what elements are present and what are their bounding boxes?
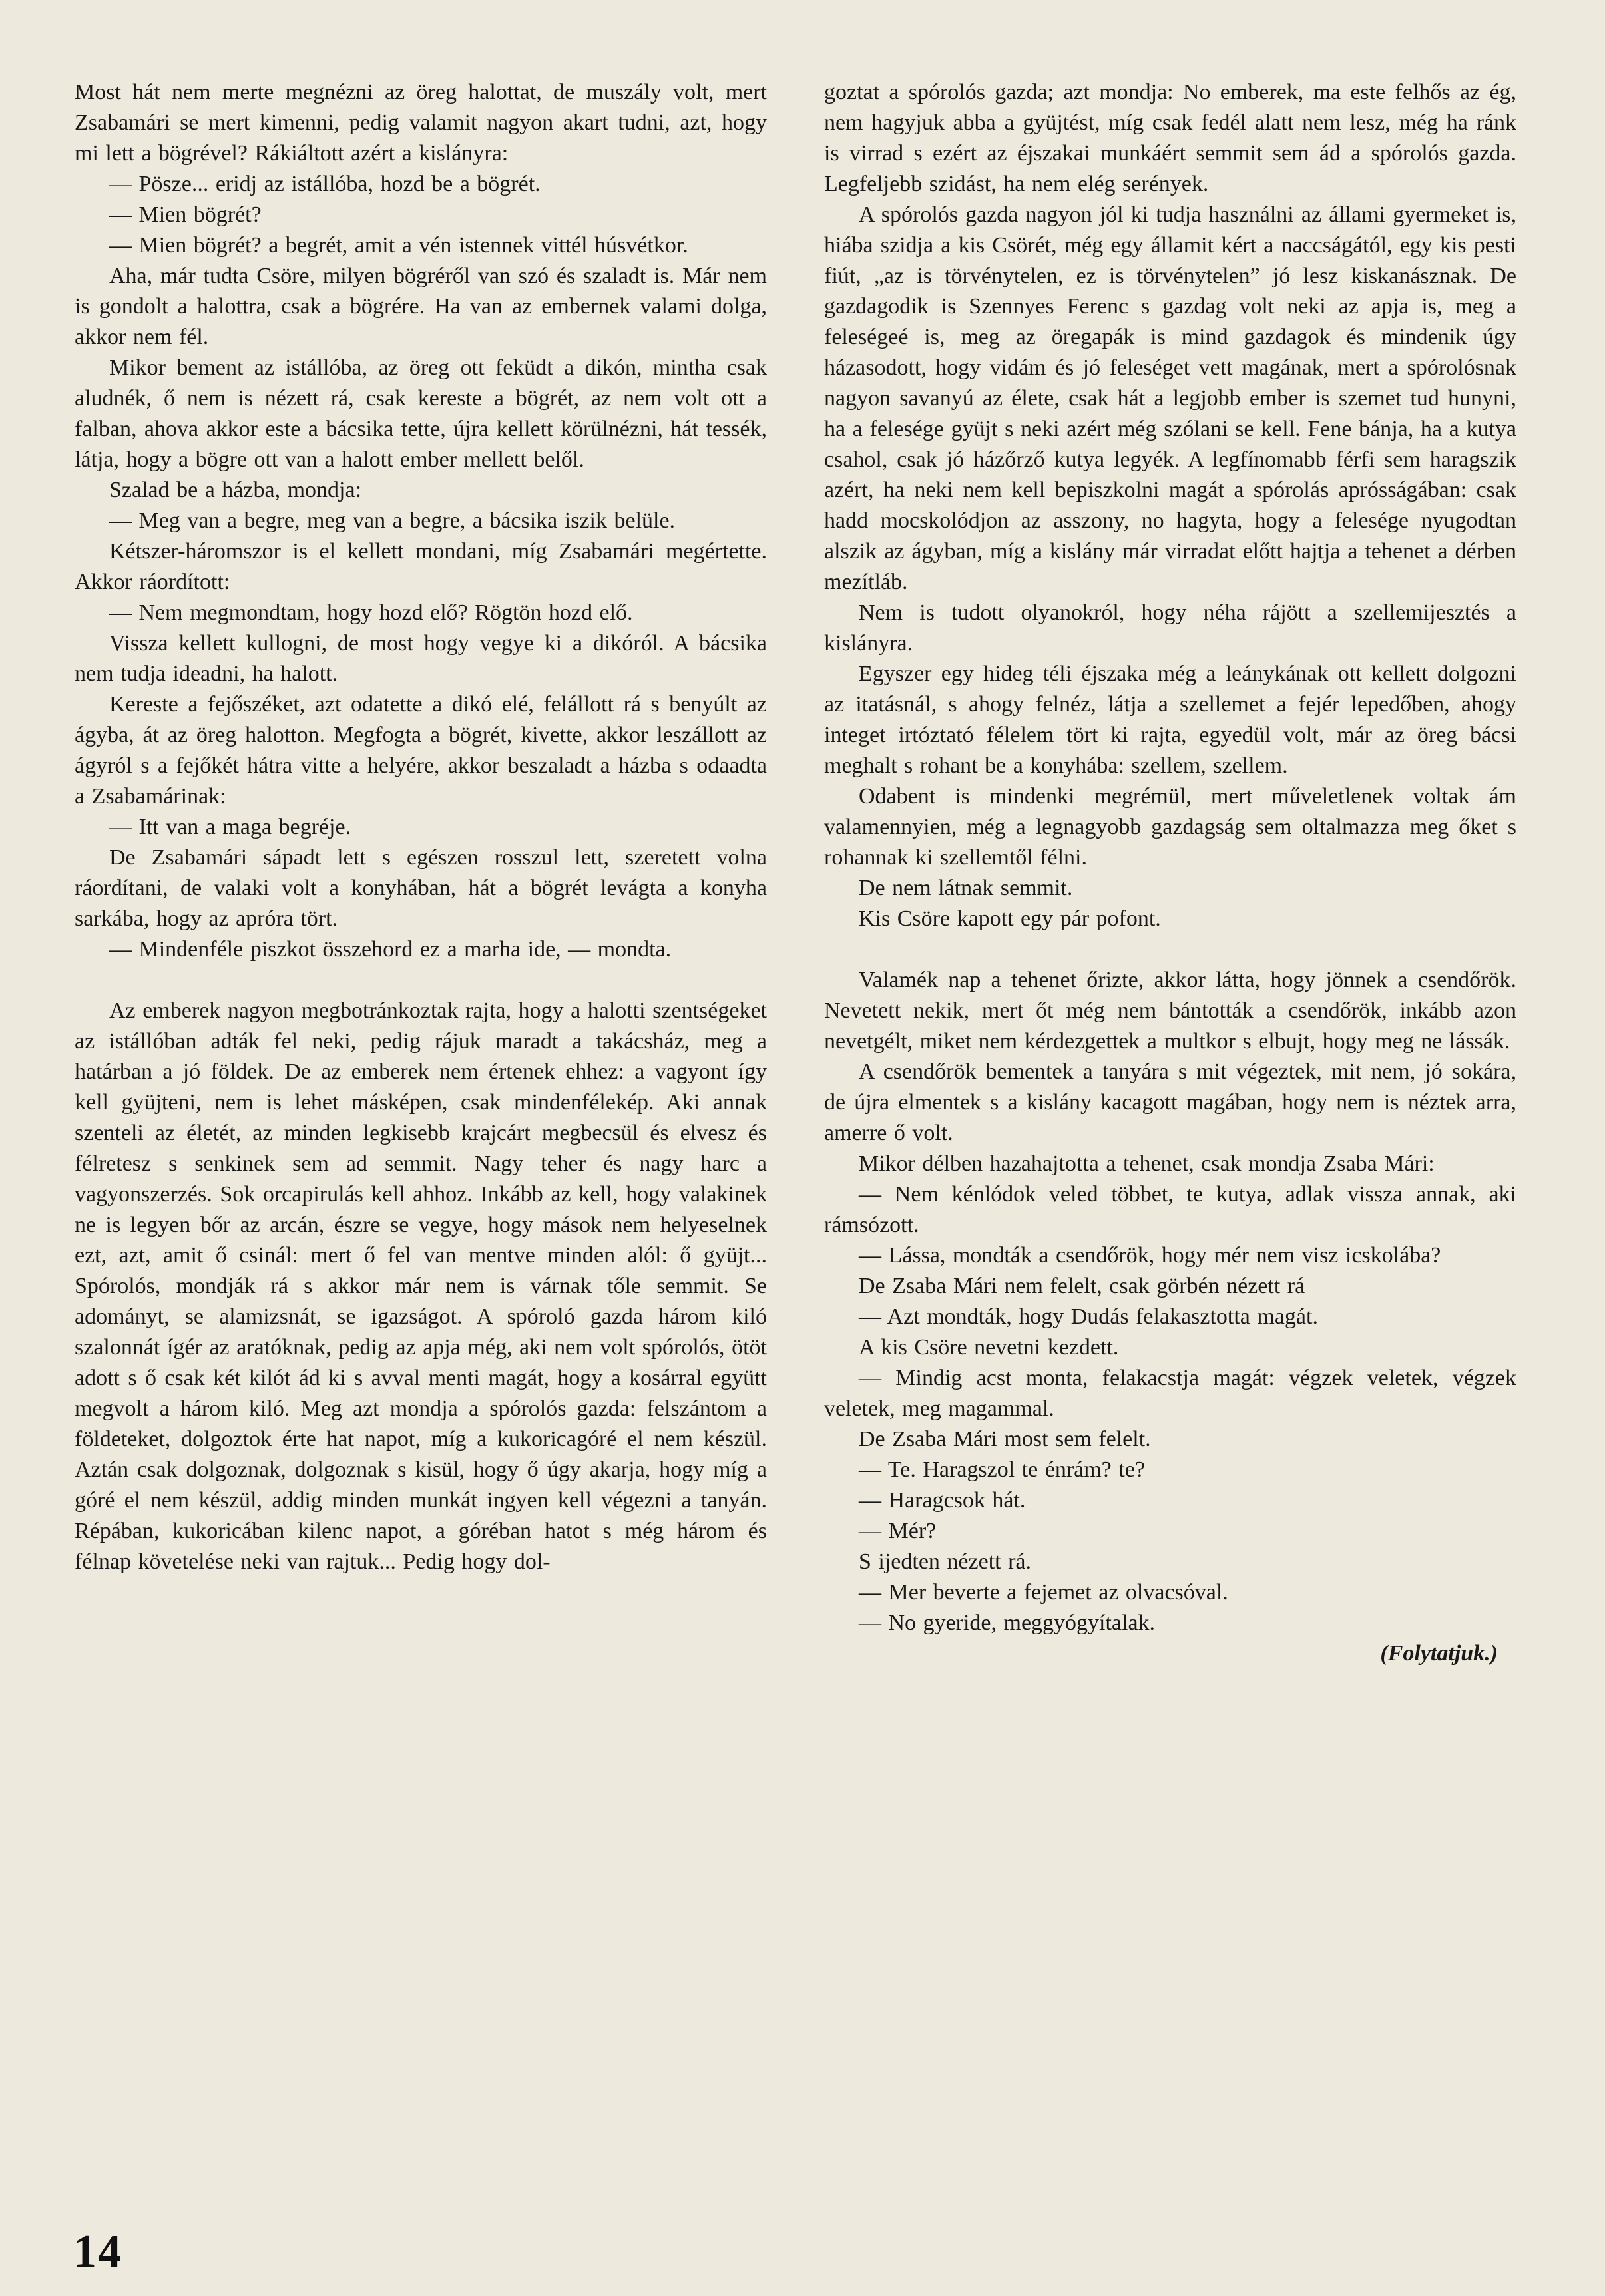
paragraph: A kis Csöre nevetni kezdett. <box>859 1335 1119 1360</box>
page-number: 14 <box>73 2226 122 2277</box>
paragraph: Egyszer egy hideg téli éjszaka még a leánykának ott kellett dolgozni az itatásnál, s ahogy felnéz, látja a szellemet a fejér lepedőben, ahogy integet irtóztató félelem tört ki rajta, egyedül volt, már az öreg bácsi meghalt s rohant be a konyhába: szellem, szellem. <box>824 662 1516 778</box>
dialog-line: — Meg van a begre, meg van a begre, a bácsika iszik belüle. <box>109 508 676 533</box>
paragraph: Kereste a fejőszéket, azt odatette a dikó elé, felállott rá s benyúlt az ágyba, át az öreg halotton. Megfogta a bögrét, kivette, akkor leszállott az ágyról s a fejőkét hátra vitte a helyére, akkor beszaladt a házba s odaadta a Zsabamárinak: <box>75 692 767 809</box>
paragraph: Odabent is mindenki megrémül, mert műveletlenek voltak ám valamennyien, még a legnagyobb gazdagság sem oltalmazza meg őket s rohannak ki szellemtől félni. <box>824 784 1516 870</box>
right-column <box>824 77 1516 1669</box>
paragraph: Valamék nap a tehenet őrizte, akkor látta, hogy jönnek a csendőrök. Nevetett nekik, mert őt még nem bántották a csendőrök, inkább azon nevetgélt, miket nem kérdezgettek a multkor s elbujt, hogy meg ne lássák. <box>824 968 1516 1053</box>
paragraph: Nem is tudott olyanokról, hogy néha rájött a szellemijesztés a kislányra. <box>824 600 1516 656</box>
dialog-line: — No gyeride, meggyógyítalak. <box>859 1611 1156 1635</box>
dialog-line: — Azt mondták, hogy Dudás felakasztotta magát. <box>859 1304 1318 1329</box>
paragraph: Kétszer-háromszor is el kellett mondani, míg Zsabamári megértette. Akkor ráordított: <box>75 539 767 594</box>
dialog-line: — Lássa, mondták a csendőrök, hogy mér nem visz icskolába? <box>859 1243 1441 1268</box>
dialog-line: — Mien bögrét? a begrét, amit a vén istennek vittél húsvétkor. <box>109 233 688 258</box>
paragraph: De Zsaba Mári nem felelt, csak görbén nézett rá <box>859 1274 1305 1298</box>
paragraph: A csendőrök bementek a tanyára s mit végeztek, mit nem, jó sokára, de újra elmentek s a kislány kacagott magában, hogy nem is néztek arra, amerre ő volt. <box>824 1059 1516 1145</box>
dialog-line: — Haragcsok hát. <box>859 1488 1026 1513</box>
dialog-line: — Mindig acst monta, felakacstja magát: végzek veletek, végzek veletek, meg magammal. <box>824 1366 1516 1421</box>
continuation-note: (Folytatjuk.) <box>1380 1641 1498 1666</box>
paragraph: A spórolós gazda nagyon jól ki tudja használni az állami gyermeket is, hiába szidja a kis Csörét, még egy államit kért a naccságától, egy kis pesti fiút, „az is törvénytelen, ez is törvénytelen” jó lesz kiskanásznak. De gazdagodik is Szennyes Ferenc s gazdag volt neki az apja is, meg a feleségeé is, meg az öregapák is mind gazdagok és mindenik úgy házasodott, hogy vidám és jó feleséget vett magának, mert a spórolósnak nagyon savanyú az élete, csak hát a legjobb ember is szemet tud hunyni, ha a felesége gyüjt s neki azért még szólani se kell. Fene bánja, ha a kutya csahol, csak jó házőrző kutya legyék. A legfínomabb férfi sem haragszik azért, ha neki nem kell bepiszkolni magát a spórolás aprósságában: csak hadd mocskolódjon az asszony, no hagyta, hogy a felesége nyugodtan alszik az ágyban, míg a kislány már virradat előtt hajtja a tehenet a dérben mezítláb. <box>824 202 1516 594</box>
paragraph: goztat a spórolós gazda; azt mondja: No emberek, ma este felhős az ég, nem hagyjuk abba a gyüjtést, míg csak fedél alatt nem lesz, még ha ránk is virrad s ezért az éjszakai munkáért semmit sem ád a spórolós gazda. Legfeljebb szidást, ha nem elég serények. <box>824 80 1516 196</box>
dialog-line: — Mér? <box>859 1519 937 1543</box>
paragraph: Vissza kellett kullogni, de most hogy vegye ki a dikóról. A bácsika nem tudja ideadni, ha halott. <box>75 631 767 686</box>
dialog-line: — Mindenféle piszkot összehord ez a marha ide, — mondta. <box>109 937 672 962</box>
left-column <box>75 77 767 1669</box>
paragraph: De nem látnak semmit. <box>859 876 1073 900</box>
paragraph: Szalad be a házba, mondja: <box>109 478 362 502</box>
paragraph: S ijedten nézett rá. <box>859 1549 1032 1574</box>
paragraph: Mikor bement az istállóba, az öreg ott feküdt a dikón, mintha csak aludnék, ő nem is nézett rá, csak kereste a bögrét, az nem volt ott a falban, ahova akkor este a bácsika tette, újra kellett körülnézni, hát tessék, látja, hogy a bögre ott van a halott ember mellett belől. <box>75 355 767 472</box>
paragraph: Aha, már tudta Csöre, milyen bögréről van szó és szaladt is. Már nem is gondolt a halottra, csak a bögrére. Ha van az embernek valami dolga, akkor nem fél. <box>75 264 767 349</box>
paragraph: Most hát nem merte megnézni az öreg halottat, de muszály volt, mert Zsabamári se mert kimenni, pedig valamit nagyon akart tudni, azt, hogy mi lett a bögrével? Rákiáltott azért a kislányra: <box>75 80 767 166</box>
text-columns <box>75 77 1526 1669</box>
paragraph: De Zsaba Mári most sem felelt. <box>859 1427 1151 1451</box>
dialog-line: — Nem kénlódok veled többet, te kutya, adlak vissza annak, aki rámsózott. <box>824 1182 1516 1237</box>
dialog-line: — Te. Haragszol te énrám? te? <box>859 1457 1145 1482</box>
paragraph: Kis Csöre kapott egy pár pofont. <box>859 906 1161 931</box>
paragraph: Az emberek nagyon megbotránkoztak rajta, hogy a halotti szentségeket az istállóban adták fel neki, pedig rájuk maradt a takácsház, meg a határban a jó földek. De az emberek nem értenek ehhez: a vagyont így kell gyüjteni, nem is lehet másképen, csak mindenfélekép. Aki annak szenteli az életét, az minden legkisebb krajcárt megbecsül és elvesz és félretesz s senkinek sem ad semmit. Nagy teher és nagy harc a vagyonszerzés. Sok orcapirulás kell ahhoz. Inkább az kell, hogy valakinek ne is legyen bőr az arcán, észre se vegye, hogy mások nem helyeselnek ezt, azt, amit ő csinál: mert ő fel van mentve minden alól: ő gyüjt... Spórolós, mondják rá s akkor már nem is várnak tőle semmit. Se adományt, se alamizsnát, se igazságot. A spóroló gazda három kiló szalonnát ígér az aratóknak, pedig az apja még, aki nem volt spórolós, ötöt adott s ő csak két kilót ád ki s avval menti magát, hogy a kosárral együtt megvolt a három kiló. Meg azt mondja a spórolós gazda: felszántom a földeteket, dolgoztok érte hat napot, míg a kukoricagóré el nem készül. Aztán csak dolgoznak, dolgoznak s kisül, hogy ő úgy akarja, hogy míg a góré el nem készül, addig minden munkát ingyen kell végezni a tanyán. Répában, kukoricában kilenc napot, a góréban hatot s még három és félnap követelése neki van rajtuk... Pedig hogy dol- <box>75 998 767 1574</box>
paragraph: De Zsabamári sápadt lett s egészen rosszul lett, szeretett volna ráordítani, de valaki volt a konyhában, hát a bögrét levágta a konyha sarkába, hogy az apróra tört. <box>75 845 767 931</box>
paragraph: Mikor délben hazahajtotta a tehenet, csak mondja Zsaba Mári: <box>859 1151 1435 1176</box>
dialog-line: — Pösze... eridj az istállóba, hozd be a bögrét. <box>109 172 541 196</box>
dialog-line: — Mer beverte a fejemet az olvacsóval. <box>859 1580 1228 1605</box>
dialog-line: — Itt van a maga begréje. <box>109 815 351 839</box>
dialog-line: — Mien bögrét? <box>109 202 262 227</box>
dialog-line: — Nem megmondtam, hogy hozd elő? Rögtön hozd elő. <box>109 600 633 625</box>
